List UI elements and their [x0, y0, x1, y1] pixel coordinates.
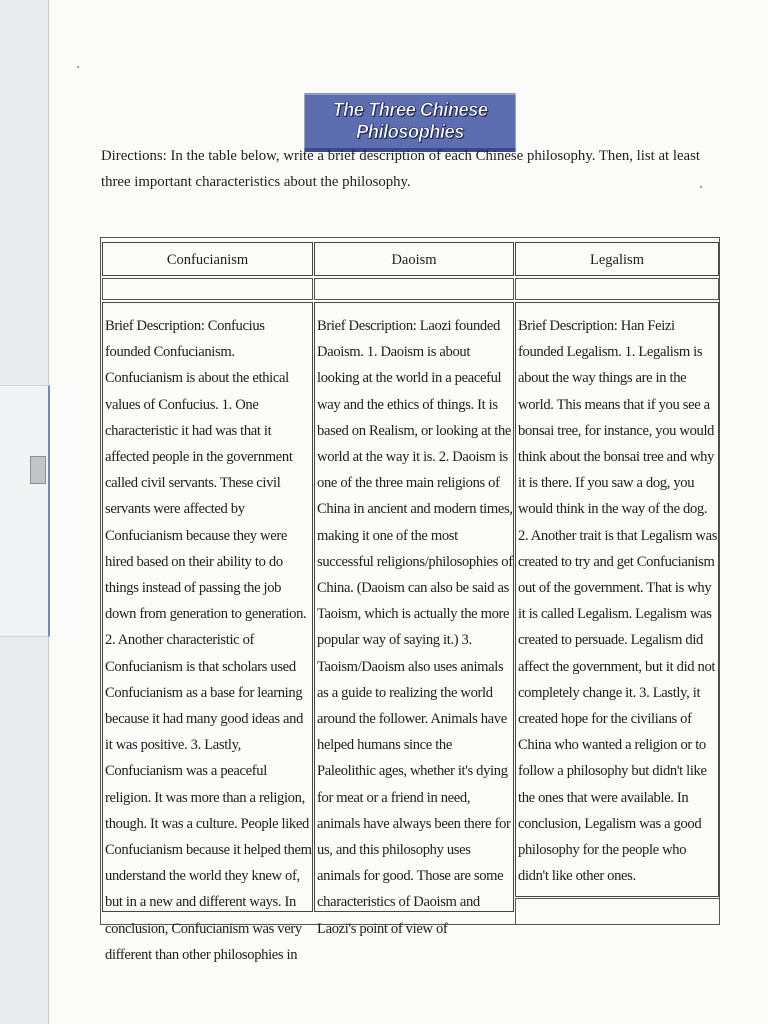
side-tab	[0, 385, 51, 637]
document-title: The Three Chinese Philosophies	[304, 93, 515, 152]
title-banner	[300, 93, 520, 143]
spacer-cell	[102, 278, 313, 300]
spacer-cell	[314, 278, 514, 300]
cell-legalism	[515, 302, 719, 897]
header-legalism: Legalism	[515, 242, 719, 276]
cell-daoism	[314, 302, 514, 937]
speck	[77, 66, 79, 68]
daoism-description: Brief Description: Laozi founded Daoism. 1. Daoism is about looking at the world in a peaceful way and the ethics of things. It is based on Realism, or looking at the world at the way it is. 2. Daoism is one of the three main religions of China in ancient and modern times, making it one of the most successful religions/philosophies of China. (Daoism can also be said as Taoism, which is actually the more popular way of saying it.) 3. Taoism/Daoism also uses animals as a guide to realizing the world around the follower. Animals have helped humans since the Paleolithic ages, whether it's dying for meat or a friend in need, animals have always been there for us, and this philosophy uses animals for good. Those are some characteristics of Daoism and Laozi's point of view of	[317, 318, 513, 937]
confucianism-description: Brief Description: Confucius founded Confucianism. Confucianism is about the ethical values of Confucius. 1. One characteristic it had was that it affected people in the government called civil servants. These civil servants were affected by Confucianism because they were hired based on their ability to do things instead of passing the job down from generation to generation. 2. Another characteristic of Confucianism is that scholars used Confucianism as a base for learning because it had many good ideas and it was positive. 3. Lastly, Confucianism was a peaceful religion. It was more than a religion, though. It was a culture. People liked Confucianism because it helped them understand the world they knew of, but in a new and different ways. In conclusion, Confucianism was very different than other philosophies in	[105, 318, 312, 963]
directions-text: Directions: In the table below, write a brief description of each Chinese philosophy. Then, list at least three important characteristics about the philosophy.	[101, 148, 700, 190]
header-daoism: Daoism	[314, 242, 514, 276]
legalism-description: Brief Description: Han Feizi founded Legalism. 1. Legalism is about the way things are in the world. This means that if you see a bonsai tree, for instance, you would think about the bonsai tree and why it is there. If you saw a dog, you would think in the way of the dog. 2. Another trait is that Legalism was created to try and get Confucianism out of the government. That is why it is called Legalism. Legalism was created to persuade. Legalism did affect the government, but it did not completely change it. 3. Lastly, it created hope for the civilians of China who wanted a religion or to follow a philosophy but didn't like the ones that were available. In conclusion, Legalism was a good philosophy for the people who didn't like other ones.	[518, 318, 718, 885]
spacer-cell	[515, 278, 719, 300]
cell-confucianism	[102, 302, 313, 963]
left-margin-strip	[0, 0, 49, 1024]
binder-clip-icon	[30, 456, 46, 484]
empty-bottom-cell	[515, 898, 720, 925]
header-confucianism: Confucianism	[102, 242, 313, 276]
